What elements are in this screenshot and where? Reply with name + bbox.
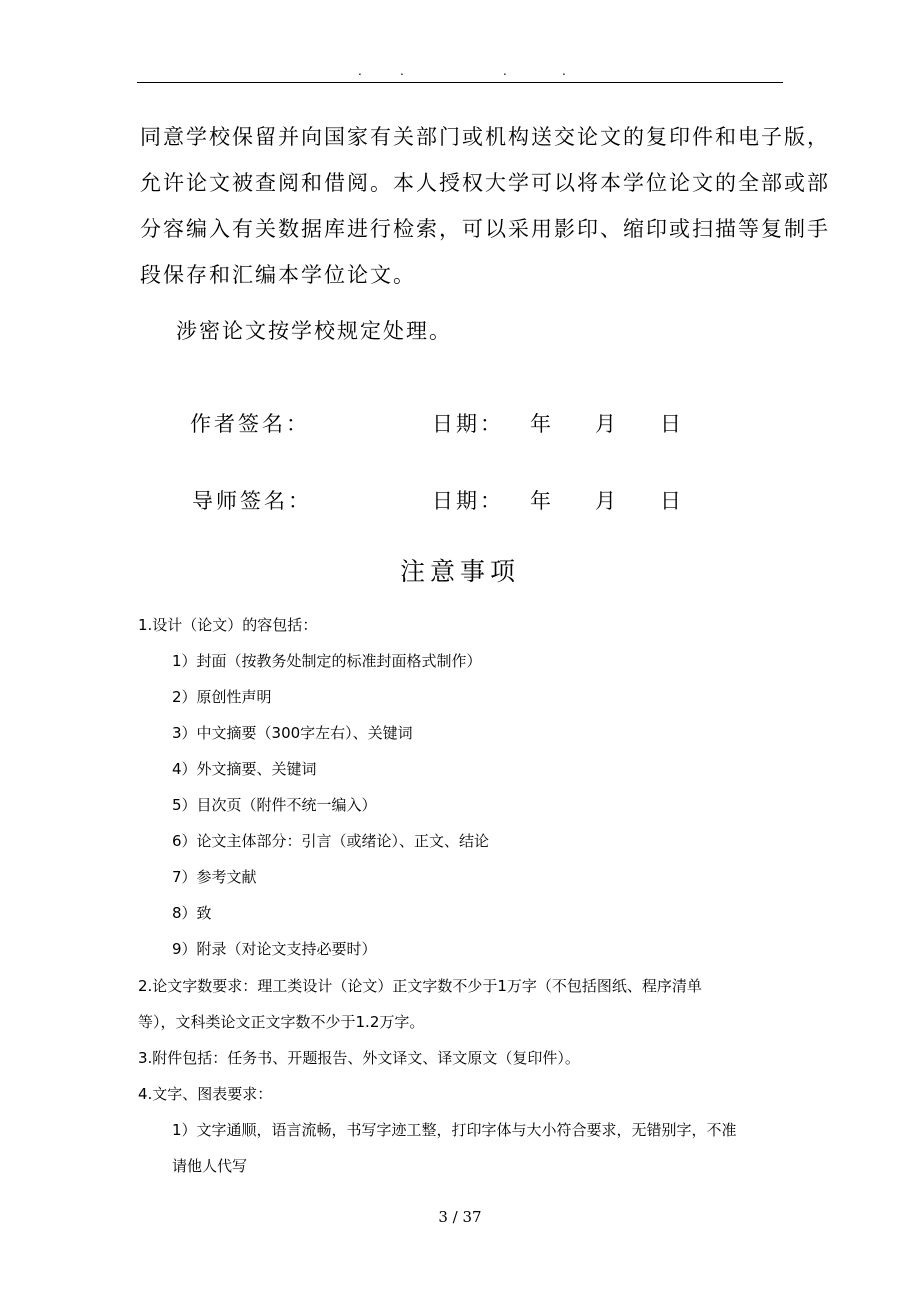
paragraph-line: 同意学校保留并向国家有关部门或机构送交论文的复印件和电子版，	[140, 125, 830, 149]
notes-item-4-subitem-line: 请他人代写	[172, 1157, 248, 1175]
author-year: 年	[530, 412, 554, 436]
notes-item-3: 3.附件包括：任务书、开题报告、外文译文、译文原文（复印件）。	[138, 1049, 580, 1067]
notes-item-4-subitem-line: 1）文字通顺，语言流畅，书写字迹工整，打印字体与大小符合要求，无错别字，不准	[172, 1121, 737, 1139]
advisor-date-label: 日期：	[432, 489, 504, 513]
notes-subitem: 6）论文主体部分：引言（或绪论）、正文、结论	[172, 832, 490, 850]
header-dot: .	[503, 64, 507, 78]
header-dot: .	[562, 64, 566, 78]
notes-item-4-heading: 4.文字、图表要求：	[138, 1085, 273, 1103]
authorization-paragraph	[140, 114, 830, 298]
author-signature-label: 作者签名：	[190, 412, 310, 436]
notes-subitem: 9）附录（对论文支持必要时）	[172, 940, 377, 958]
notes-item-1-heading: 1.设计（论文）的容包括：	[138, 616, 318, 634]
paragraph-line: 段保存和汇编本学位论文。	[140, 263, 416, 287]
advisor-month: 月	[595, 489, 619, 513]
notes-title: 注意事项	[399, 557, 520, 586]
advisor-day: 日	[660, 489, 684, 513]
notes-subitem: 2）原创性声明	[172, 688, 272, 706]
notes-subitem: 5）目次页（附件不统一编入）	[172, 796, 377, 814]
author-date-label: 日期：	[432, 412, 504, 436]
advisor-signature-label: 导师签名：	[192, 489, 312, 513]
advisor-signature-row	[0, 481, 920, 521]
secret-thesis-note: 涉密论文按学校规定处理。	[176, 319, 452, 343]
header-dot: .	[400, 64, 404, 78]
notes-item-2-line: 2.论文字数要求：理工类设计（论文）正文字数不少于1万字（不包括图纸、程序清单	[138, 977, 702, 995]
author-month: 月	[595, 412, 619, 436]
notes-subitem: 7）参考文献	[172, 868, 257, 886]
advisor-year: 年	[530, 489, 554, 513]
notes-subitem: 3）中文摘要（300字左右）、关键词	[172, 724, 413, 742]
page-number: 3 / 37	[438, 1208, 482, 1226]
header-rule	[137, 82, 783, 83]
author-signature-row	[0, 404, 920, 444]
paragraph-line: 分容编入有关数据库进行检索，可以采用影印、缩印或扫描等复制手	[140, 217, 830, 241]
header-dot: .	[358, 64, 362, 78]
paragraph-line: 允许论文被查阅和借阅。本人授权大学可以将本学位论文的全部或部	[140, 171, 830, 195]
notes-subitem: 1）封面（按教务处制定的标准封面格式制作）	[172, 652, 482, 670]
notes-item-2-line: 等），文科类论文正文字数不少于1.2万字。	[138, 1013, 425, 1031]
notes-subitem: 4）外文摘要、关键词	[172, 760, 317, 778]
notes-subitem: 8）致	[172, 904, 212, 922]
author-day: 日	[660, 412, 684, 436]
